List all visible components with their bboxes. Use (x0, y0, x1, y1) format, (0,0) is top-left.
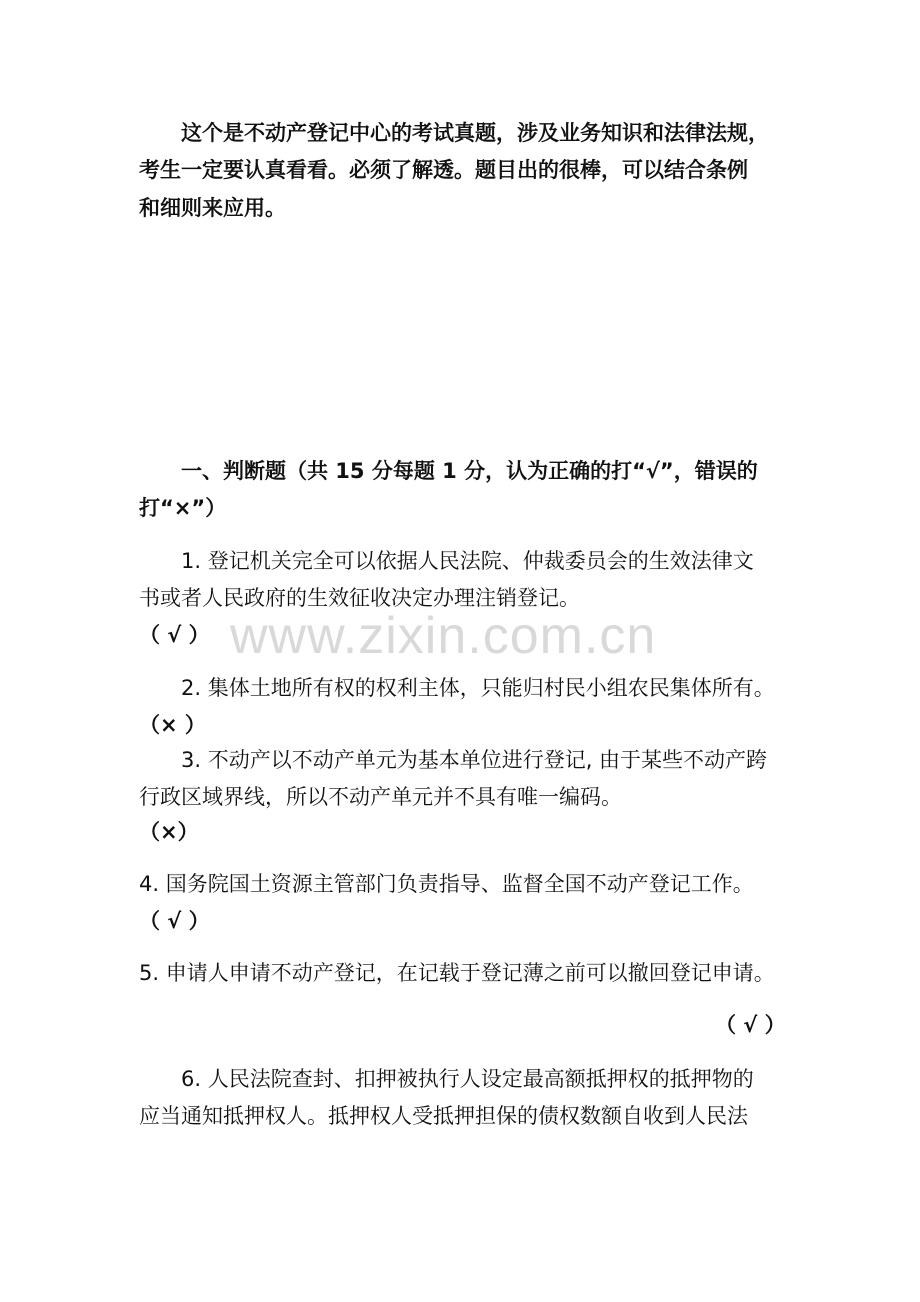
section-heading-line-1: 一、判断题（共 15 分每题 1 分，认为正确的打“√”，错误的 (181, 459, 758, 483)
question-5-line-1: 5. 申请人申请不动产登记，在记载于登记薄之前可以撤回登记申请。 (139, 961, 775, 985)
intro-line-3: 和细则来应用。 (139, 196, 286, 220)
question-3-line-2: 行政区域界线，所以不动产单元并不具有唯一编码。 (139, 785, 622, 809)
question-3-answer: （×） (139, 820, 199, 844)
question-2-answer: （× ） (139, 713, 206, 737)
question-6-line-2: 应当通知抵押权人。抵押权人受抵押担保的债权数额自收到人民法 (139, 1104, 748, 1128)
intro-line-2: 考生一定要认真看看。必须了解透。题目出的很棒，可以结合条例 (139, 158, 748, 182)
question-1-line-2: 书或者人民政府的生效征收决定办理注销登记。 (139, 586, 580, 610)
section-heading-line-2: 打“×”） (139, 496, 227, 520)
intro-line-1: 这个是不动产登记中心的考试真题，涉及业务知识和法律法规， (181, 121, 769, 145)
question-4-line-1: 4. 国务院国土资源主管部门负责指导、监督全国不动产登记工作。 (139, 872, 754, 896)
question-6-line-1: 6. 人民法院查封、扣押被执行人设定最高额抵押权的抵押物的 (181, 1067, 754, 1091)
watermark: www.zixin.com.cn (230, 607, 657, 665)
question-5-answer: （ √ ） (715, 1013, 786, 1037)
question-4-answer: （ √ ） (139, 909, 210, 933)
question-1-answer: （ √ ） (139, 623, 210, 647)
question-3-line-1: 3. 不动产以不动产单元为基本单位进行登记, 由于某些不动产跨 (181, 748, 768, 772)
question-1-line-1: 1. 登记机关完全可以依据人民法院、仲裁委员会的生效法律文 (181, 549, 754, 573)
question-2-line-1: 2. 集体土地所有权的权利主体，只能归村民小组农民集体所有。 (181, 676, 775, 700)
